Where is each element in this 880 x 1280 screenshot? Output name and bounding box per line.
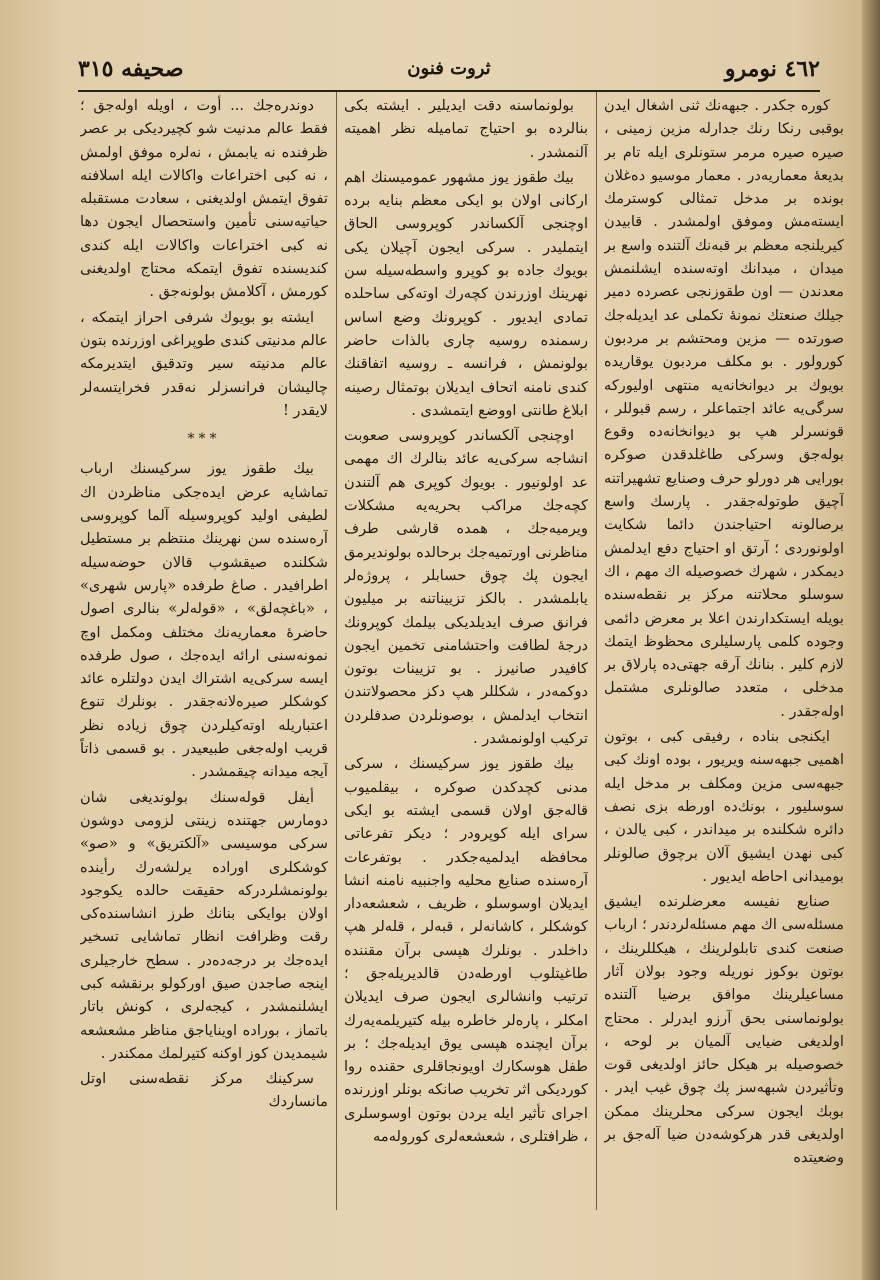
paragraph: ايكنجى بناده ، رفيقى كبى ، بوتون اهميى جبهه‌سنه ويريور ، بوده اونك كبى جبهه‌سى مزين ومكلف بر مدخل ايله سوسليور ، بونك‌ده اورطه بزى نصف دائره شكلنده بر ميداندر ، كبى يالدن ، كبى نهدن ايشيق آلان برچوق صالونلر بوميدانى احاطه ايديور .: [604, 728, 844, 885]
text-column-middle: [344, 94, 588, 1214]
paragraph: اوچنجى آلكساندر كوپروسى صعوبت انشاجه سركى‌يه عائد بنالرك اك مهمى عد اولونيور . بويوك كوپرى هم آلتندن كچه‌جك مراكب بحريه‌يه مشكلات ويرميه‌جك ، همده قارشى طرف مناظرنى اورتميه‌جك برحالده بولونديرمق ايجون پك چوق حسابلر ، پروژه‌لر يابلمشدر . بالكز تزييناتنه بر ميليون فرانق صرف ايديلديكى بيلمك كوپرونك درجهٔ لطافت واحتشامنى تخمين ايجون كافيدر صانيرز . بو تزيينات بوتون دوكمه‌در ، شكللر هپ دكز محصولاتندن انتخاب ايدلمش ، بوصونلردن صدفلردن تركيب اولونمشدر .: [344, 427, 588, 748]
page-number: صحيفه ٣١٥: [78, 56, 184, 82]
paragraph: صنايع نفيسه معرضلرنده ايشيق مسئله‌سى اك مهم مسئله‌لردندر ؛ ارباب صنعت كندى تابلولرينك ، هيكللرينك ، بوتون بوكوز نوريله وجود بولان آثار مساعيلرينك موافق برضيا آلتنده بولونماسنى بحق آرزو ايدرلر . محتاج اولديغى ضيايى آلميان بر لوحه ، خصوصيله بر هيكل حائز اولديغى قوت وتأثيردن شبهه‌سز پك چوق غيب ايدر . بوبك ايجون سركى محلرينك ممكن اولديغى قدر هركوشه‌دن ضيا آله‌جق بر وضعيتده: [604, 893, 844, 1167]
paragraph: سركينك مركز نقطه‌سنى اوتل مانساردك: [80, 1070, 328, 1111]
header-rule: [78, 90, 820, 92]
paragraph: أيفل قوله‌سنك بولونديغى شان دومارس جهتنده زينتى لزومى دوشون سركى موسيسى «آلكتريق» و «صو» كوشكلرى اوراده يرلشه‌رك رأينده بولونمشلردركه حقيقت حالده يكوجود اولان بوايكى بنانك طرز انشاسنده‌كى رقت وظرافت انظار تماشايى تسخير ايده‌جك بر درجه‌ده‌در . سطح خارجيلرى اينجه صاجدن صيق اوركولو برنقشه كبى ايشلنمشدر ، كيجه‌لرى ، كونش باتار باتماز ، بوراده اويناياجق مناظر مشعشعه شيمديدن كوز اوكنه كتيرلمك ممكندر .: [80, 788, 328, 1062]
text-column-left: [80, 94, 328, 1214]
paragraph: بيك طقوز يوز مشهور عموميسنك اهم اركانى اولان بو ايكى معظم بنايه برده اوچنجى آلكساندر كوپروسى الحاق ايتمليدر . سركى ايجون آچيلان يكى بويوك جاده بو كوپرو واسطه‌سيله سن نهرينك اوزرندن كچه‌رك اوته‌كى ساحلده تمادى ايديور . كوپرونك وضع اساس رسمنده روسيه چارى بالذات حاضر بولونمش ، فرانسه ـ روسيه اتفاقنك كندى نامنه اتحاف ايديلان بوتمثال رصينه ابلاغ طانتى اووضع ايتمشدى .: [344, 168, 588, 419]
journal-title: ثروت فنون: [407, 58, 491, 79]
paragraph: ايشته بو بويوك شرفى احراز ايتمكه ، عالم مدنيتى كندى طوپراغى اوزرنده بتون عالم مدنيته سير وتدقيق ايتديرمكه چاليشان فرانسزلر نه‌قدر فخرايتسه‌لر لايقدر !: [80, 308, 328, 419]
paragraph: كوره جكدر . جبهه‌نك ثنى اشغال ايدن بوقبى رنكا رنك جدارله مزين زمينى ، صيره صيره مرمر ستونلرى ايله تام بر بديعهٔ معماريه‌در . معمار موسيو دەغلان بونده بر مدخل تمثالى كوسترمك ايسته‌مش وموفق اولمشدر . قابيدن كيريلنجه معظم بر قبه‌نك آلتنده واسع بر ميدان ، ميدانك اوته‌سنده ايشلنمش معدندن — اون طقوزنجى عصرده دمير جيلك صنعتك نمونهٔ تكملى عد ايديله‌جك صورتده — مزين ومحتشم بر مردبون كورولور . بو مكلف مردبون يوقاريده بويوك بر ديوانخانه‌يه منتهى اوليوركه سرگى‌يه عائد اجتماعلر ، رسم قبوللر ، قونسرلر هپ بو ديوانخانه‌ده وقوع بوله‌جق وسركى طاغلدقدن صوكره بورايى هر دورلو حرف وصنايع تشهيراتنه آچيق طوتوله‌جقدر . پارسك واسع برصالونه احتياجندن دائما شكايت اولونوردى ؛ آرتق او احتياج دفع ايدلمش ديمكدر ، شهرك خصوصيله اك مهم ، اك سوسلو محلاتنه مركز بر نقطه‌سنده بويله ايستكدارندن اعلا بر معرض دائمى وجوده كلمى پارسليلرى محظوظ ايتمك لازم كلير . بنانك آرقه جهتى‌ده پارلاق بر مدخلى ، متعدد صالونلرى مشتمل اوله‌جقدر .: [604, 97, 844, 720]
paragraph: بولونماسنه دقت ايديلير . ايشته بكى بنالرده بو احتياج تماميله نظر اهميته آلنمشدر .: [344, 97, 588, 161]
column-divider: [596, 92, 597, 1210]
column-divider: [336, 92, 337, 1210]
paragraph: بيك طقوز يوز سركيسنك ارباب تماشايه عرض ايده‌جكى مناظردن اك لطيفى اوليد كوپروسيله آلما كوپروسى آره‌سنده سن نهرينك منتظم بر مستطيل شكلنده صيقشوب قالان حوضه‌سيله اطرافيدر . صاغ طرفده «پارس شهرى» ، «باغچه‌لق» ، «قوله‌لر» بنالرى اصول حاضرهٔ معماريه‌نك مختلف ومكمل اوچ نمونه‌سنى ارائه ايده‌جك ، صول طرفده ايسه سركى‌يه اشتراك ايدن دولتلره عائد كوشكلر صيره‌لانه‌جقدر . بونلرك تنوع اعتباريله اوته‌كيلردن چوق زياده نظر قريب اوله‌جغى طبيعيدر . بو قسمى ذاتاً آيجه ميدانه چيقمشدر .: [80, 460, 328, 781]
paragraph: دوندره‌جك ... أوت ، اويله اوله‌جق ؛ فقط عالم مدنيت شو كچيرديكى بر عصر ظرفنده نه يابمش ، نه‌لره موفق اولمش ، نه كبى اختراعات واكالات ايله اسلافنه تفوق ايتمش اولديغنى ، سعادت مستقبله حياتيه‌سنى تأمين واستحصال ايجون دها نه كبى اختراعات واكالات ايله كندى كنديسنده تفوق ايتمكه محتاج اولديغنى كورمش ، آكلامش بولونه‌جق .: [80, 97, 328, 301]
paragraph: بيك طقوز يوز سركيسنك ، سركى مدنى كچدكدن صوكره ، بيقلميوب قاله‌جق اولان قسمى ايشته بو ايكى سراى ايله كوپرودر ؛ ديكر تفرعاتى محافظه ايدلميه‌جكدر . بوتفرعات آره‌سنده صنايع محليه واجنبيه نامنه انشا ايديلان اوسوسلو ، ظريف ، شعشعه‌دار كوشكلر ، كاشانه‌لر ، قبه‌لر ، قله‌لر هپ داخلدر . بونلرك هپسى برآن مقننده طاغيتلوب اورطه‌دن قالديريله‌جق ؛ ترتيب وانشالرى ايجون صرف ايديلان امكلر ، پاره‌لر خاطره بيله كتيريلمه‌يه‌رك برآن ايچنده هپسى يوق ايديله‌جك ؛ بر طفل هوسكارك اويونجاقلرى حقنده روا كورديكى اثر تخريب صانكه بونلر اوزرنده اجراى تأثير ايله يردن بوتون اوسوسلرى ، ظرافتلرى ، شعشعه‌لرى كوروله‌مه: [344, 755, 588, 1146]
section-separator: ***: [187, 431, 221, 448]
text-column-right: [604, 94, 844, 1214]
page-header: [78, 52, 820, 88]
page-edge: [862, 0, 880, 1280]
issue-number: ٤٦٢ نومرو: [724, 56, 820, 82]
